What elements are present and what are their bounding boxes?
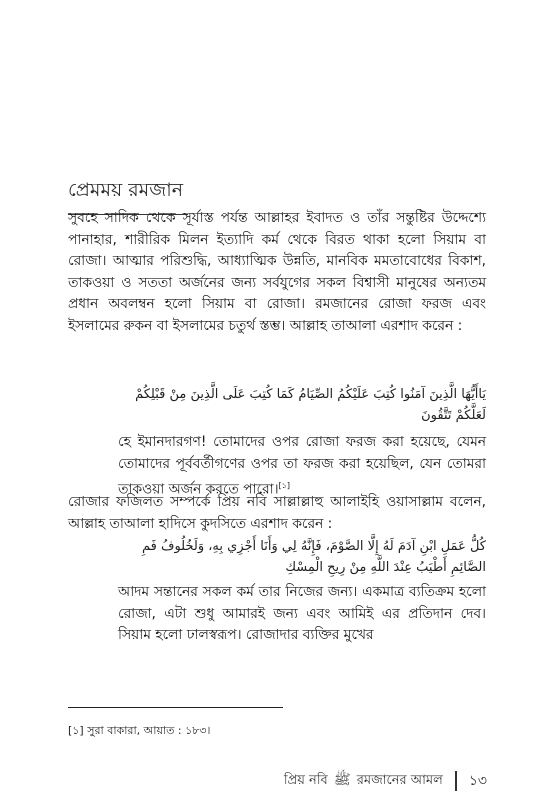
footer-book-title-part1: প্রিয় নবি xyxy=(283,772,328,788)
intro-paragraph: সুবহে সাদিক থেকে সূর্যাস্ত পর্যন্ত আল্লাহর ইবাদত ও তাঁর সন্তুষ্টির উদ্দেশ্যে পানাহার, শারীরিক মিলন ইত্যাদি কর্ম থেকে বিরত থাকা হলো সিয়াম বা রোজা। আত্মার পরিশুদ্ধি, আধ্যাত্মিক উন্নতি, মানবিক মমতাবোধের বিকাশ, তাকওয়া ও সততা অর্জনের জন্য সর্বযুগের সকল বিশ্বাসী মানুষের অন্যতম প্রধান অবলম্বন হলো সিয়াম বা রোজা। রমজানের রোজা ফরজ এবং ইসলামের রুকন বা ইসলামের চতুর্থ স্তম্ভ। আল্লাহ তাআলা এরশাদ করেন : xyxy=(68,210,486,334)
footer-book-title-part2: রমজানের আমল xyxy=(356,772,443,788)
footnote-divider xyxy=(68,707,283,708)
footnote-reference[interactable]: [১] xyxy=(278,481,290,491)
translation-text: হে ইমানদারগণ! তোমাদের ওপর রোজা ফরজ করা হয়েছে, যেমন তোমাদের পূর্ববর্তীগণের ওপর তা ফরজ করা হয়েছিল, যেন তোমরা তাকওয়া অর্জন করতে পারো। xyxy=(118,434,486,498)
page-number: ১৩ xyxy=(468,773,487,789)
footer-divider xyxy=(455,771,457,791)
section-heading: প্রেমময় রমজান xyxy=(68,176,188,215)
hadith-arabic: كُلُّ عَمَلِ ابْنِ آدَمَ لَهُ إِلَّا الصَّوْمَ، فَإِنَّهُ لِي وَأَنَا أَجْزِي بِهِ، وَلَخُلُوفُ فَمِ الصَّائِمِ أَطْيَبُ عِنْدَ اللَّهِ مِنْ رِيحِ الْمِسْكِ xyxy=(141,539,486,575)
quran-verse-arabic: يَاأَيُّهَا الَّذِينَ آمَنُوا كُتِبَ عَلَيْكُمُ الصِّيَامُ كَمَا كُتِبَ عَلَى الَّذِينَ مِنْ قَبْلِكُمْ لَعَلَّكُمْ تَتَّقُونَ xyxy=(135,387,486,423)
quran-verse-translation xyxy=(118,432,486,501)
salawat-seal-icon: ﷺ xyxy=(333,772,351,788)
hadith-intro-paragraph: রোজার ফজিলত সম্পর্কে প্রিয় নবি সাল্লাল্লাহু আলাইহি ওয়াসাল্লাম বলেন, আল্লাহ তাআলা হাদিসে কুদসিতে এরশাদ করেন : xyxy=(68,494,486,532)
footnote-text: [১] সুরা বাকারা, আয়াত : ১৮৩। xyxy=(68,724,211,737)
hadith-translation: আদম সন্তানের সকল কর্ম তার নিজের জন্য। একমাত্র ব্যতিক্রম হলো রোজা, এটা শুধু আমারই জন্য এবং আমিই এর প্রতিদান দেব। সিয়াম হলো ঢালস্বরূপ। রোজাদার ব্যক্তির মুখের xyxy=(118,584,486,644)
page-footer xyxy=(284,769,487,793)
